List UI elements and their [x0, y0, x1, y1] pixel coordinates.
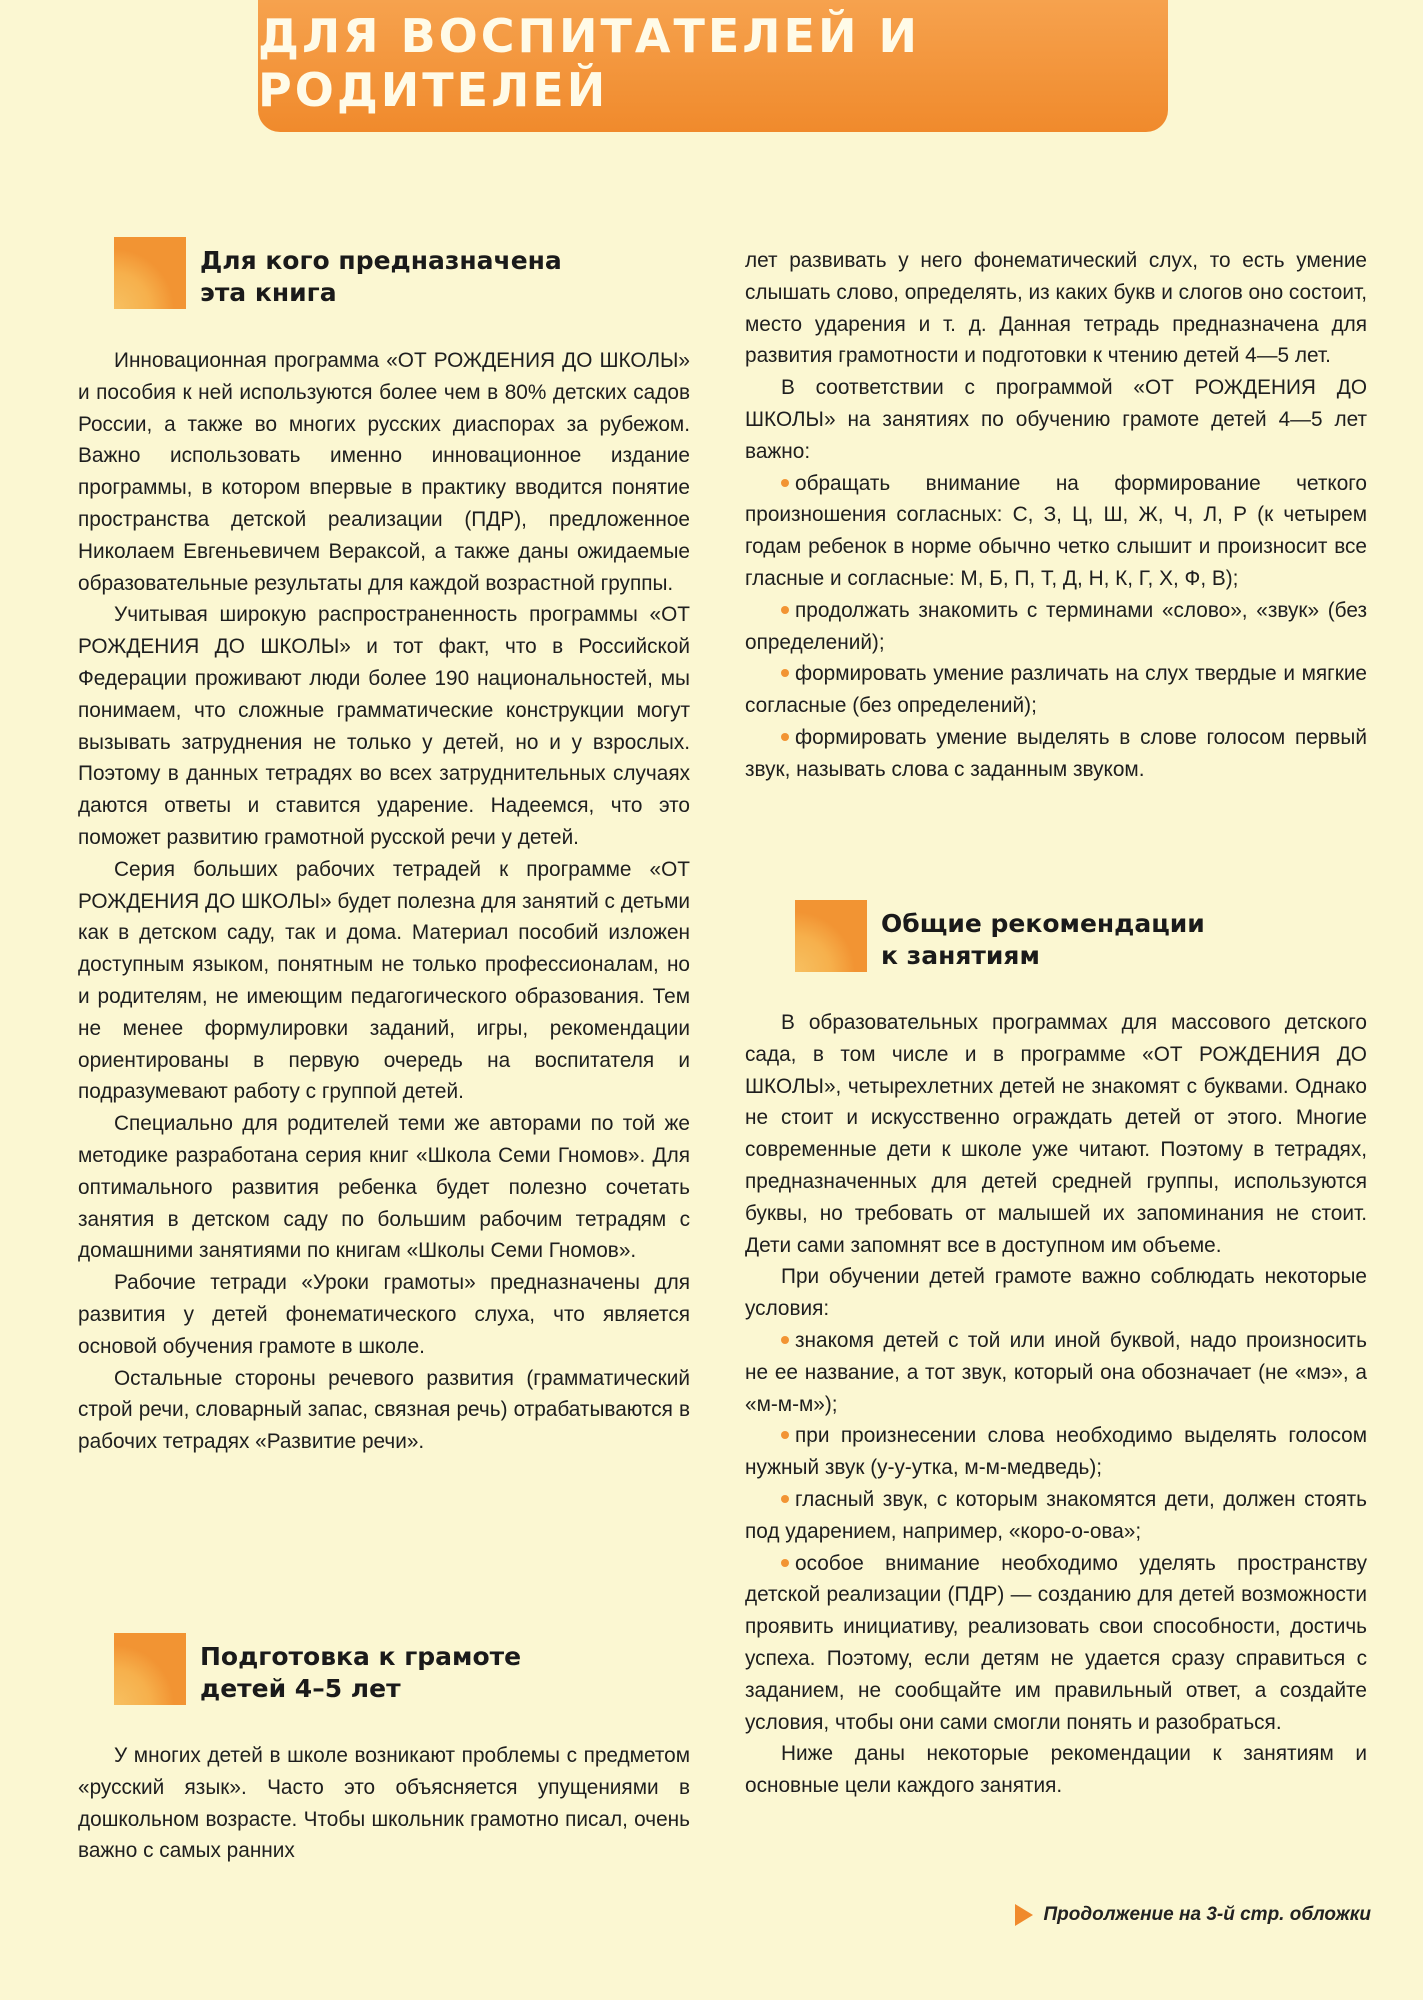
bullet-icon: [781, 1559, 789, 1567]
page-title: ДЛЯ ВОСПИТАТЕЛЕЙ И РОДИТЕЛЕЙ: [258, 9, 920, 117]
paragraph: При обучении детей грамоте важно соблюдать некоторые условия:: [745, 1265, 1367, 1321]
paragraph: В образовательных программах для массового детского сада, в том числе и в программе «ОТ РОЖДЕНИЯ ДО ШКОЛЫ», четырехлетних детей не знакомят с буквами. Однако не стоит и искусственно ограждать детей от этого. Многие современные дети к школе уже читают. Поэтому в тетрадях, предназначенных для детей средней группы, используются буквы, но требовать от малышей их запоминания не стоит. Дети сами запомнят все в доступном им объеме.: [745, 1011, 1367, 1257]
paragraph: Рабочие тетради «Уроки грамоты» предназначены для развития у детей фонематического слуха, что является основой обучения грамоте в школе.: [78, 1271, 690, 1358]
bullet-icon: [781, 1431, 789, 1439]
paragraph: Остальные стороны речевого развития (грамматический строй речи, словарный запас, связная речь) отрабатываются в рабочих тетрадях «Развитие речи».: [78, 1366, 690, 1454]
section2-body-right: [745, 245, 1367, 786]
section3-body: [745, 1007, 1367, 1802]
section3-title-line1: Общие рекомендации: [881, 909, 1205, 938]
heading-marker-icon: [795, 900, 867, 972]
bullet-icon: [781, 1336, 789, 1344]
paragraph: Учитывая широкую распространенность программы «ОТ РОЖДЕНИЯ ДО ШКОЛЫ» и тот факт, что в Российской Федерации проживают люди более 190 национальностей, мы понимаем, что сложные грамматические конструкции могут вызывать затруднения не только у детей, но и у взрослых. Поэтому в данных тетрадях во всех затруднительных случаях даются ответы и ставится ударение. Надеемся, что это поможет развитию грамотной русской речи у детей.: [78, 603, 690, 849]
list-item: знакомя детей с той или иной буквой, надо произносить не ее название, а тот звук, который она обозначает (не «мэ», а «м-м-м»);: [745, 1328, 1367, 1416]
section2-heading: [114, 1633, 521, 1705]
paragraph: Инновационная программа «ОТ РОЖДЕНИЯ ДО ШКОЛЫ» и пособия к ней используются более чем в 80% детских садов России, а также во многих русских диаспорах за рубежом. Важно использовать именно инновационное издание программы, в котором впервые в практику вводится понятие пространства детской реализации (ПДР), предложенное Николаем Евгеньевичем Вераксой, а также даны ожидаемые образовательные результаты для каждой возрастной группы.: [78, 349, 690, 595]
paragraph: Специально для родителей теми же авторами по той же методике разработана серия книг «Школа Семи Гномов». Для оптимального развития ребенка будет полезно сочетать занятия в детском саду по большим рабочим тетрадям с домашними занятиями по книгам «Школы Семи Гномов».: [78, 1112, 690, 1263]
section1-title-line1: Для кого предназначена: [200, 246, 562, 275]
bullet-icon: [781, 479, 789, 487]
list-item: особое внимание необходимо уделять пространству детской реализации (ПДР) — созданию для детей возможности проявить инициативу, реализовать свои способности, достичь успеха. Поэтому, если детям не удается сразу справиться с заданием, не сообщайте им правильный ответ, а создайте условия, чтобы они сами смогли понять и разобраться.: [745, 1551, 1367, 1734]
paragraph: лет развивать у него фонематический слух, то есть умение слышать слово, определять, из каких букв и слогов оно состоит, место ударения и т. д. Данная тетрадь предназначена для развития грамотности и подготовки к чтению детей 4—5 лет.: [745, 249, 1367, 368]
list-item: обращать внимание на формирование четкого произношения согласных: С, З, Ц, Ш, Ж, Ч, Л, Р (к четырем годам ребенок в норме обычно четко слышит и произносит все гласные и согласные: М, Б, П, Т, Д, Н, К, Г, Х, Ф, В);: [745, 471, 1367, 590]
section2-title-line1: Подготовка к грамоте: [200, 1642, 522, 1671]
paragraph: В соответствии с программой «ОТ РОЖДЕНИЯ ДО ШКОЛЫ» на занятиях по обучению грамоте детей 4—5 лет важно:: [745, 376, 1367, 463]
continuation-text: Продолжение на 3-й стр. обложки: [1043, 1904, 1371, 1925]
section1-heading: [114, 237, 562, 309]
section1-title-line2: эта книга: [200, 278, 337, 307]
header-banner: [258, 0, 1168, 132]
arrow-right-icon: [1015, 1904, 1033, 1926]
heading-marker-icon: [114, 237, 186, 309]
paragraph: У многих детей в школе возникают проблемы с предметом «русский язык». Часто это объясняется упущениями в дошкольном возрасте. Чтобы школьник грамотно писал, очень важно с самых ранних: [78, 1744, 690, 1863]
list-item: формировать умение выделять в слове голосом первый звук, называть слова с заданным звуком.: [745, 725, 1367, 781]
section1-body: [78, 345, 690, 1458]
bullet-icon: [781, 669, 789, 677]
bullet-icon: [781, 606, 789, 614]
section3-heading: [795, 900, 1205, 972]
section3-title-line2: к занятиям: [881, 941, 1040, 970]
paragraph: Серия больших рабочих тетрадей к программе «ОТ РОЖДЕНИЯ ДО ШКОЛЫ» будет полезна для занятий с детьми как в детском саду, так и дома. Материал пособий изложен доступным языком, понятным не только профессионалам, но и родителям, не имеющим педагогического образования. Тем не менее формулировки заданий, игры, рекомендации ориентированы в первую очередь на воспитателя и подразумевают работу с группой детей.: [78, 857, 690, 1104]
bullet-icon: [781, 1495, 789, 1503]
heading-marker-icon: [114, 1633, 186, 1705]
bullet-icon: [781, 733, 789, 741]
list-item: формировать умение различать на слух твердые и мягкие согласные (без определений);: [745, 662, 1367, 718]
list-item: при произнесении слова необходимо выделять голосом нужный звук (у-у-утка, м-м-медведь);: [745, 1424, 1367, 1480]
list-item: гласный звук, с которым знакомятся дети, должен стоять под ударением, например, «коро-о-ова»;: [745, 1487, 1367, 1543]
section2-title-line2: детей 4–5 лет: [200, 1674, 401, 1703]
section2-body-left: [78, 1740, 690, 1867]
continuation-note: [1015, 1904, 1371, 1926]
list-item: продолжать знакомить с терминами «слово», «звук» (без определений);: [745, 598, 1367, 654]
paragraph: Ниже даны некоторые рекомендации к занятиям и основные цели каждого занятия.: [745, 1742, 1367, 1798]
